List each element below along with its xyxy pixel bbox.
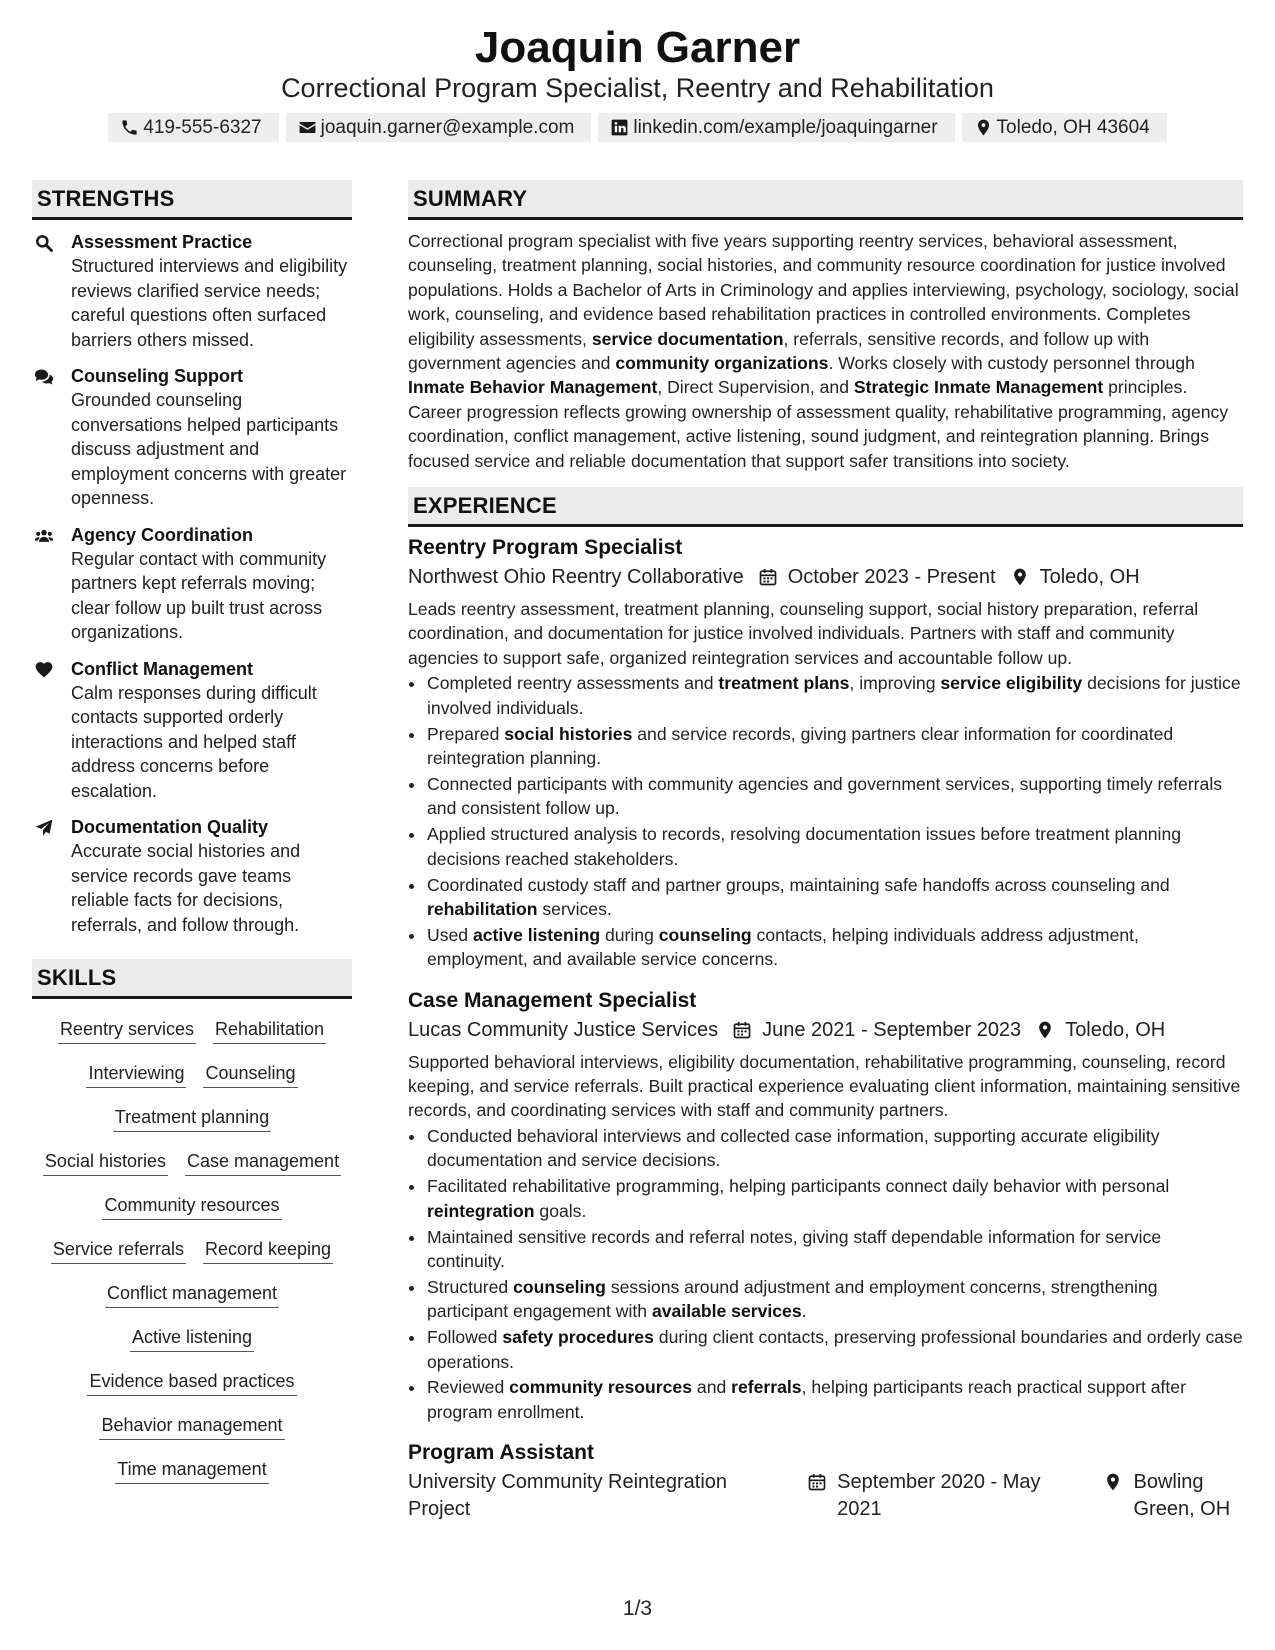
- text-run: , helping participants reach practical support after program enrollment.: [427, 1377, 1186, 1422]
- strength-desc: Grounded counseling conversations helped participants discuss adjustment and employment concerns with greater openness.: [71, 390, 347, 508]
- map-pin-icon: [1103, 1472, 1123, 1492]
- users-icon: [33, 526, 55, 546]
- contact-email[interactable]: [286, 113, 592, 142]
- text-run: Prepared: [427, 723, 505, 744]
- bullet-item: [426, 772, 1243, 821]
- job-title: Case Management Specialist: [408, 988, 697, 1012]
- text-run: .: [801, 1301, 807, 1322]
- job-description: Leads reentry assessment, treatment planning, counseling support, social history preparation, referral coordination, and documentation for justice involved individuals. Partners with staff and community agencies to support safe, organized reintegration services and accountable follow up.: [408, 599, 1199, 668]
- text-run: goals.: [534, 1200, 587, 1221]
- bold-text: rehabilitation: [427, 898, 538, 919]
- skill-tag: Active listening: [130, 1325, 254, 1352]
- bold-text: Inmate Behavior Management: [408, 377, 658, 398]
- bold-text: community organizations: [615, 353, 829, 374]
- strength-item: [32, 657, 352, 804]
- text-run: Facilitated rehabilitative programming, helping participants connect daily behavior with personal: [427, 1176, 1170, 1197]
- bold-text: social histories: [504, 723, 633, 744]
- text-run: contacts, helping individuals address adjustment, employment, and available service concerns.: [427, 924, 1139, 970]
- bold-text: available services: [651, 1301, 802, 1322]
- contact-email-text: joaquin.garner@example.com: [320, 116, 575, 138]
- strength-title: Counseling Support: [71, 366, 243, 386]
- strength-desc: Structured interviews and eligibility reviews clarified service needs; careful questions often surfaced barriers others missed.: [71, 256, 348, 350]
- job-meta: [408, 1017, 1243, 1044]
- skill-tag: Interviewing: [86, 1061, 186, 1088]
- candidate-role: Correctional Program Specialist, Reentry and Rehabilitation: [281, 73, 994, 103]
- text-run: during: [600, 924, 659, 945]
- skill-tag: Service referrals: [51, 1237, 186, 1264]
- bullet-item: [426, 873, 1243, 922]
- job-bullets: [408, 1124, 1243, 1424]
- text-run: , referrals, sensitive records, and follow up with government agencies and: [408, 328, 1150, 374]
- job-dates: October 2023 - Present: [787, 566, 996, 589]
- skill-tag: Community resources: [102, 1193, 281, 1220]
- contact-phone[interactable]: [108, 113, 278, 142]
- text-run: Completed reentry assessments and: [427, 673, 719, 694]
- left-column: [32, 180, 352, 1484]
- chat-bubbles-icon: [33, 367, 55, 387]
- skill-tag: Record keeping: [203, 1237, 333, 1264]
- job-org: University Community Reintegration Project: [408, 1471, 728, 1521]
- job-org: Lucas Community Justice Services: [408, 1018, 719, 1041]
- heart-icon: [33, 660, 55, 680]
- text-run: decisions for justice involved individuals.: [427, 673, 1241, 718]
- skills-list: [32, 1017, 352, 1484]
- strength-title: Assessment Practice: [71, 232, 253, 252]
- job-description: Supported behavioral interviews, eligibility documentation, rehabilitative programming, counseling, record keeping, and service referrals. Built practical experience evaluating client information, maintaining sensitive records, and coordinating services with staff and community partners.: [408, 1051, 1241, 1121]
- job-dates: June 2021 - September 2023: [762, 1018, 1022, 1041]
- bullet-item: [426, 722, 1243, 771]
- bullet-item: [426, 1174, 1243, 1223]
- strength-item: [32, 815, 352, 937]
- summary-text: [408, 229, 1243, 473]
- bullet-item: [426, 1325, 1243, 1374]
- page-number: 1/3: [622, 1597, 653, 1620]
- text-run: , Direct Supervision, and: [657, 377, 854, 398]
- job-title: Reentry Program Specialist: [408, 536, 683, 560]
- job-meta: [408, 1469, 1243, 1523]
- job-location: Bowling Green, OH: [1133, 1471, 1231, 1521]
- text-run: . Works closely with custody personnel through: [828, 353, 1195, 374]
- bold-text: service eligibility: [940, 673, 1083, 694]
- job-bullets: [408, 671, 1243, 971]
- skills-heading: SKILLS: [32, 959, 352, 999]
- strength-item: [32, 230, 352, 352]
- map-pin-icon: [1035, 1020, 1055, 1040]
- bold-text: community resources: [509, 1377, 693, 1398]
- strength-title: Documentation Quality: [71, 817, 269, 837]
- skill-tag: Social histories: [43, 1149, 168, 1176]
- phone-icon: [120, 118, 139, 137]
- strength-item: [32, 523, 352, 645]
- strength-item: [32, 364, 352, 511]
- contact-location-text: Toledo, OH 43604: [996, 116, 1150, 138]
- text-run: principles. Career progression reflects growing ownership of assessment quality, rehabilitative programming, agency coordination, conflict management, active listening, sound judgment, and reintegration planning. Brings focused service and reliable documentation that support safer transitions into society.: [408, 377, 1229, 471]
- envelope-icon: [298, 118, 317, 137]
- skill-tag: Time management: [115, 1457, 268, 1484]
- text-run: during client contacts, preserving professional boundaries and orderly case operations.: [427, 1327, 1243, 1372]
- magnifier-icon: [33, 233, 55, 253]
- skill-tag: Case management: [185, 1149, 341, 1176]
- map-pin-icon: [1010, 567, 1030, 587]
- strength-title: Agency Coordination: [71, 524, 254, 545]
- text-run: Reviewed: [427, 1377, 510, 1398]
- summary-heading: SUMMARY: [408, 180, 1243, 220]
- skill-tag: Evidence based practices: [87, 1369, 296, 1396]
- contact-location: [962, 113, 1167, 142]
- text-run: Maintained sensitive records and referral notes, giving staff dependable information for service continuity.: [427, 1226, 1162, 1271]
- strength-desc: Accurate social histories and service records gave teams reliable facts for decisions, referrals, and follow through.: [71, 841, 301, 935]
- bullet-item: [426, 1124, 1243, 1173]
- text-run: services.: [537, 898, 612, 919]
- bullet-item: [426, 1225, 1243, 1274]
- bold-text: reintegration: [427, 1200, 535, 1221]
- calendar-icon: [758, 567, 778, 587]
- skill-tag: Counseling: [203, 1061, 297, 1088]
- text-run: Used: [427, 924, 473, 945]
- text-run: Connected participants with community agencies and government services, supporting timely referrals and consistent follow up.: [427, 773, 1223, 819]
- text-run: Conducted behavioral interviews and collected case information, supporting accurate eligibility documentation and service decisions.: [427, 1125, 1160, 1171]
- contact-linkedin[interactable]: [598, 113, 954, 142]
- strengths-heading: STRENGTHS: [32, 180, 352, 220]
- job-location: Toledo, OH: [1039, 566, 1140, 589]
- job-entry: [408, 1438, 1243, 1523]
- experience-heading: EXPERIENCE: [408, 487, 1243, 527]
- text-run: Coordinated custody staff and partner groups, maintaining safe handoffs across counseling and: [427, 874, 1170, 895]
- skill-tag: Behavior management: [99, 1413, 284, 1440]
- job-entry: [408, 533, 1243, 972]
- skill-tag: Rehabilitation: [213, 1017, 326, 1044]
- bullet-item: [426, 822, 1243, 871]
- bold-text: counseling: [513, 1276, 606, 1297]
- strength-desc: Calm responses during difficult contacts supported orderly interactions and helped staff address concerns before escalation.: [71, 682, 317, 801]
- text-run: and: [692, 1377, 732, 1398]
- job-dates: September 2020 - May 2021: [837, 1471, 1041, 1521]
- bullet-item: [426, 1275, 1243, 1324]
- job-entry: [408, 986, 1243, 1425]
- text-run: sessions around adjustment and employment concerns, strengthening participant engagement with: [427, 1276, 1158, 1322]
- right-column: [408, 180, 1243, 1523]
- bold-text: referrals: [731, 1377, 802, 1398]
- job-location: Toledo, OH: [1065, 1018, 1166, 1041]
- contact-bar: [0, 113, 1275, 142]
- bold-text: active listening: [472, 924, 601, 945]
- calendar-icon: [807, 1472, 827, 1492]
- bullet-item: [426, 1375, 1243, 1424]
- bold-text: safety procedures: [502, 1327, 654, 1348]
- text-run: , improving: [849, 673, 941, 694]
- paper-plane-icon: [33, 818, 55, 838]
- skill-tag: Reentry services: [58, 1017, 196, 1044]
- text-run: Correctional program specialist with five years supporting reentry services, behavioral assessment, counseling, treatment planning, social histories, and community resource coordination for justice involved populations. Holds a Bachelor of Arts in Criminology and applies interviewing, psychology, sociology, social work, counseling, and evidence based rehabilitation practices in controlled environments. Completes eligibility assessments,: [408, 231, 1239, 349]
- bold-text: treatment plans: [718, 673, 850, 694]
- job-title: Program Assistant: [408, 1441, 594, 1465]
- calendar-icon: [732, 1020, 752, 1040]
- linkedin-icon: [610, 118, 629, 137]
- job-meta: [408, 564, 1243, 591]
- text-run: Followed: [427, 1327, 503, 1348]
- contact-phone-text: 419-555-6327: [143, 116, 262, 138]
- bullet-item: [426, 671, 1243, 720]
- bold-text: Strategic Inmate Management: [853, 377, 1104, 398]
- text-run: and service records, giving partners clear information for coordinated reintegration planning.: [427, 723, 1174, 768]
- contact-linkedin-text: linkedin.com/example/joaquingarner: [633, 116, 938, 138]
- strength-title: Conflict Management: [71, 658, 254, 679]
- text-run: Structured: [427, 1276, 514, 1297]
- job-org: Northwest Ohio Reentry Collaborative: [408, 566, 744, 589]
- bold-text: counseling: [658, 924, 752, 945]
- bullet-item: [426, 923, 1243, 972]
- strength-desc: Regular contact with community partners kept referrals moving; clear follow up built trust across organizations.: [71, 548, 327, 642]
- map-pin-icon: [974, 118, 993, 137]
- skill-tag: Treatment planning: [113, 1105, 271, 1132]
- candidate-name: Joaquin Garner: [474, 23, 801, 72]
- bold-text: service documentation: [591, 328, 784, 349]
- skill-tag: Conflict management: [105, 1281, 279, 1308]
- text-run: Applied structured analysis to records, resolving documentation issues before treatment planning decisions reached stakeholders.: [427, 824, 1182, 869]
